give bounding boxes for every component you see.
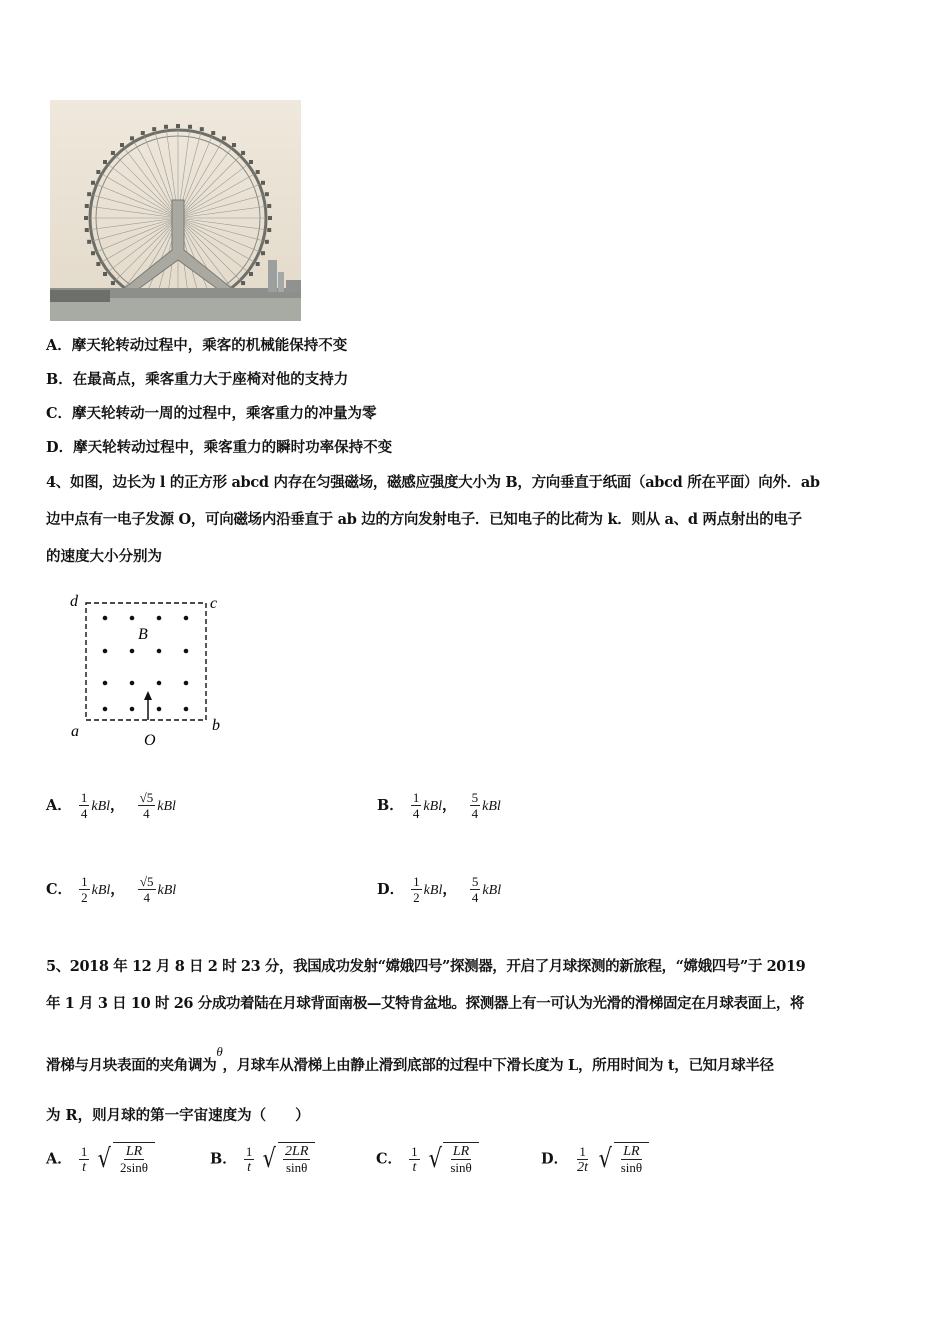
- field-dot: [103, 681, 108, 686]
- wheel-cabin: [111, 151, 115, 155]
- field-dot: [103, 616, 108, 621]
- wheel-cabin: [84, 216, 88, 220]
- label-b: b: [212, 717, 220, 734]
- wheel-cabin: [103, 272, 107, 276]
- wheel-cabin: [211, 131, 215, 135]
- wheel-cabin: [91, 181, 95, 185]
- wheel-cabin: [261, 181, 265, 185]
- wheel-cabin: [91, 251, 95, 255]
- q4-option-a: A． $\frac{1}{4}$ kBl， $\frac{√5}{4}$ kBl: [46, 790, 176, 821]
- field-dot: [184, 681, 189, 686]
- field-dot: [184, 649, 189, 654]
- theta-symbol: θ: [216, 1044, 223, 1059]
- wheel-cabin: [152, 127, 156, 131]
- q5-option-d: D． $\frac{1}{2t}$ √ $\frac{LR}{\sin\theta}$: [541, 1142, 649, 1176]
- wheel-cabin: [85, 204, 89, 208]
- field-dot: [130, 649, 135, 654]
- q4-option-d: D． $\frac{1}{2}$ kBl， $\frac{5}{4}$ kBl: [377, 874, 502, 905]
- wheel-cabin: [200, 127, 204, 131]
- wheel-cabin: [249, 160, 253, 164]
- wheel-cabin: [120, 143, 124, 147]
- q5-stem-line-3: 滑梯与月块表面的夹角调为θ，月球车从滑梯上由静止滑到底部的过程中下滑长度为 L，所用时间为 t，已知月球半径: [46, 1044, 774, 1074]
- wheel-cabin: [267, 228, 271, 232]
- wheel-cabin: [141, 131, 145, 135]
- field-dot: [184, 616, 189, 621]
- field-dot: [103, 649, 108, 654]
- q5-option-c: C． $\frac{1}{t}$ √ $\frac{LR}{\sin\theta}$: [376, 1142, 479, 1176]
- wheel-cabin: [188, 125, 192, 129]
- field-dot: [130, 616, 135, 621]
- q4-option-c: C． $\frac{1}{2}$ kBl， $\frac{√5}{4}$ kBl: [46, 874, 177, 905]
- wheel-cabin: [87, 192, 91, 196]
- wheel-cabin: [130, 136, 134, 140]
- label-a: a: [71, 723, 79, 740]
- wheel-cabin: [261, 251, 265, 255]
- q5-stem-line-1: 5、2018 年 12 月 8 日 2 时 23 分，我国成功发射“嫦娥四号”探测器，开启了月球探测的新旅程，“嫦娥四号”于 2019: [46, 958, 806, 975]
- q5-stem-line-4: 为 R，则月球的第一宇宙速度为（ ）: [46, 1107, 310, 1124]
- q4-option-b: B． $\frac{1}{4}$ kBl， $\frac{5}{4}$ kBl: [377, 790, 501, 821]
- wheel-cabin: [256, 262, 260, 266]
- q3-option-a: A．摩天轮转动过程中，乘客的机械能保持不变: [46, 337, 348, 354]
- arrow-head: [144, 691, 152, 700]
- wheel-cabin: [241, 281, 245, 285]
- wheel-cabin: [103, 160, 107, 164]
- q5-stem-line-2: 年 1 月 3 日 10 时 26 分成功着陆在月球背面南极—艾特肯盆地。探测器上有一可认为光滑的滑梯固定在月球表面上，将: [46, 995, 805, 1012]
- q3-option-b: B．在最高点，乘客重力大于座椅对他的支持力: [46, 371, 349, 388]
- ferris-wheel-image: [50, 100, 301, 321]
- wheel-cabin: [164, 125, 168, 129]
- wheel-cabin: [265, 192, 269, 196]
- wheel-cabin: [96, 262, 100, 266]
- label-d: d: [70, 593, 78, 610]
- wheel-cabin: [256, 170, 260, 174]
- ferris-wheel-photo: [50, 100, 301, 321]
- field-dot: [130, 681, 135, 686]
- wheel-cabin: [85, 228, 89, 232]
- wheel-cabin: [268, 216, 272, 220]
- label-O: O: [144, 732, 156, 749]
- wheel-cabin: [265, 240, 269, 244]
- label-c: c: [210, 595, 218, 612]
- wheel-cabin: [87, 240, 91, 244]
- wheel-cabin: [267, 204, 271, 208]
- wheel-cabin: [232, 143, 236, 147]
- wheel-cabin: [96, 170, 100, 174]
- label-field-B: B: [138, 626, 148, 643]
- field-dot: [157, 681, 162, 686]
- q4-stem-line-2: 边中点有一电子发源 O，可向磁场内沿垂直于 ab 边的方向发射电子．已知电子的比荷为 k．则从 a、d 两点射出的电子: [46, 511, 802, 528]
- square-boundary: [86, 603, 206, 720]
- field-dot: [157, 649, 162, 654]
- field-dot: [130, 707, 135, 712]
- field-dot: [103, 707, 108, 712]
- wheel-cabin: [241, 151, 245, 155]
- q3-option-c: C．摩天轮转动一周的过程中，乘客重力的冲量为零: [46, 405, 377, 422]
- field-dot: [184, 707, 189, 712]
- wheel-cabin: [249, 272, 253, 276]
- wheel-cabin: [222, 136, 226, 140]
- q3-option-d: D．摩天轮转动过程中，乘客重力的瞬时功率保持不变: [46, 439, 393, 456]
- field-dot: [157, 707, 162, 712]
- q4-magnetic-field-figure: [60, 588, 230, 753]
- q4-stem-line-3: 的速度大小分别为: [46, 548, 162, 565]
- field-dot: [157, 616, 162, 621]
- wheel-cabin: [111, 281, 115, 285]
- q5-option-b: B． $\frac{1}{t}$ √ $\frac{2LR}{\sin\theta}$: [210, 1142, 315, 1176]
- q5-option-a: A． $\frac{1}{t}$ √ $\frac{LR}{2\sin\theta}$: [46, 1142, 155, 1176]
- wheel-cabin: [176, 124, 180, 128]
- q4-stem-line-1: 4、如图，边长为 l 的正方形 abcd 内存在匀强磁场，磁感应强度大小为 B，方向垂直于纸面（abcd 所在平面）向外．ab: [46, 474, 820, 491]
